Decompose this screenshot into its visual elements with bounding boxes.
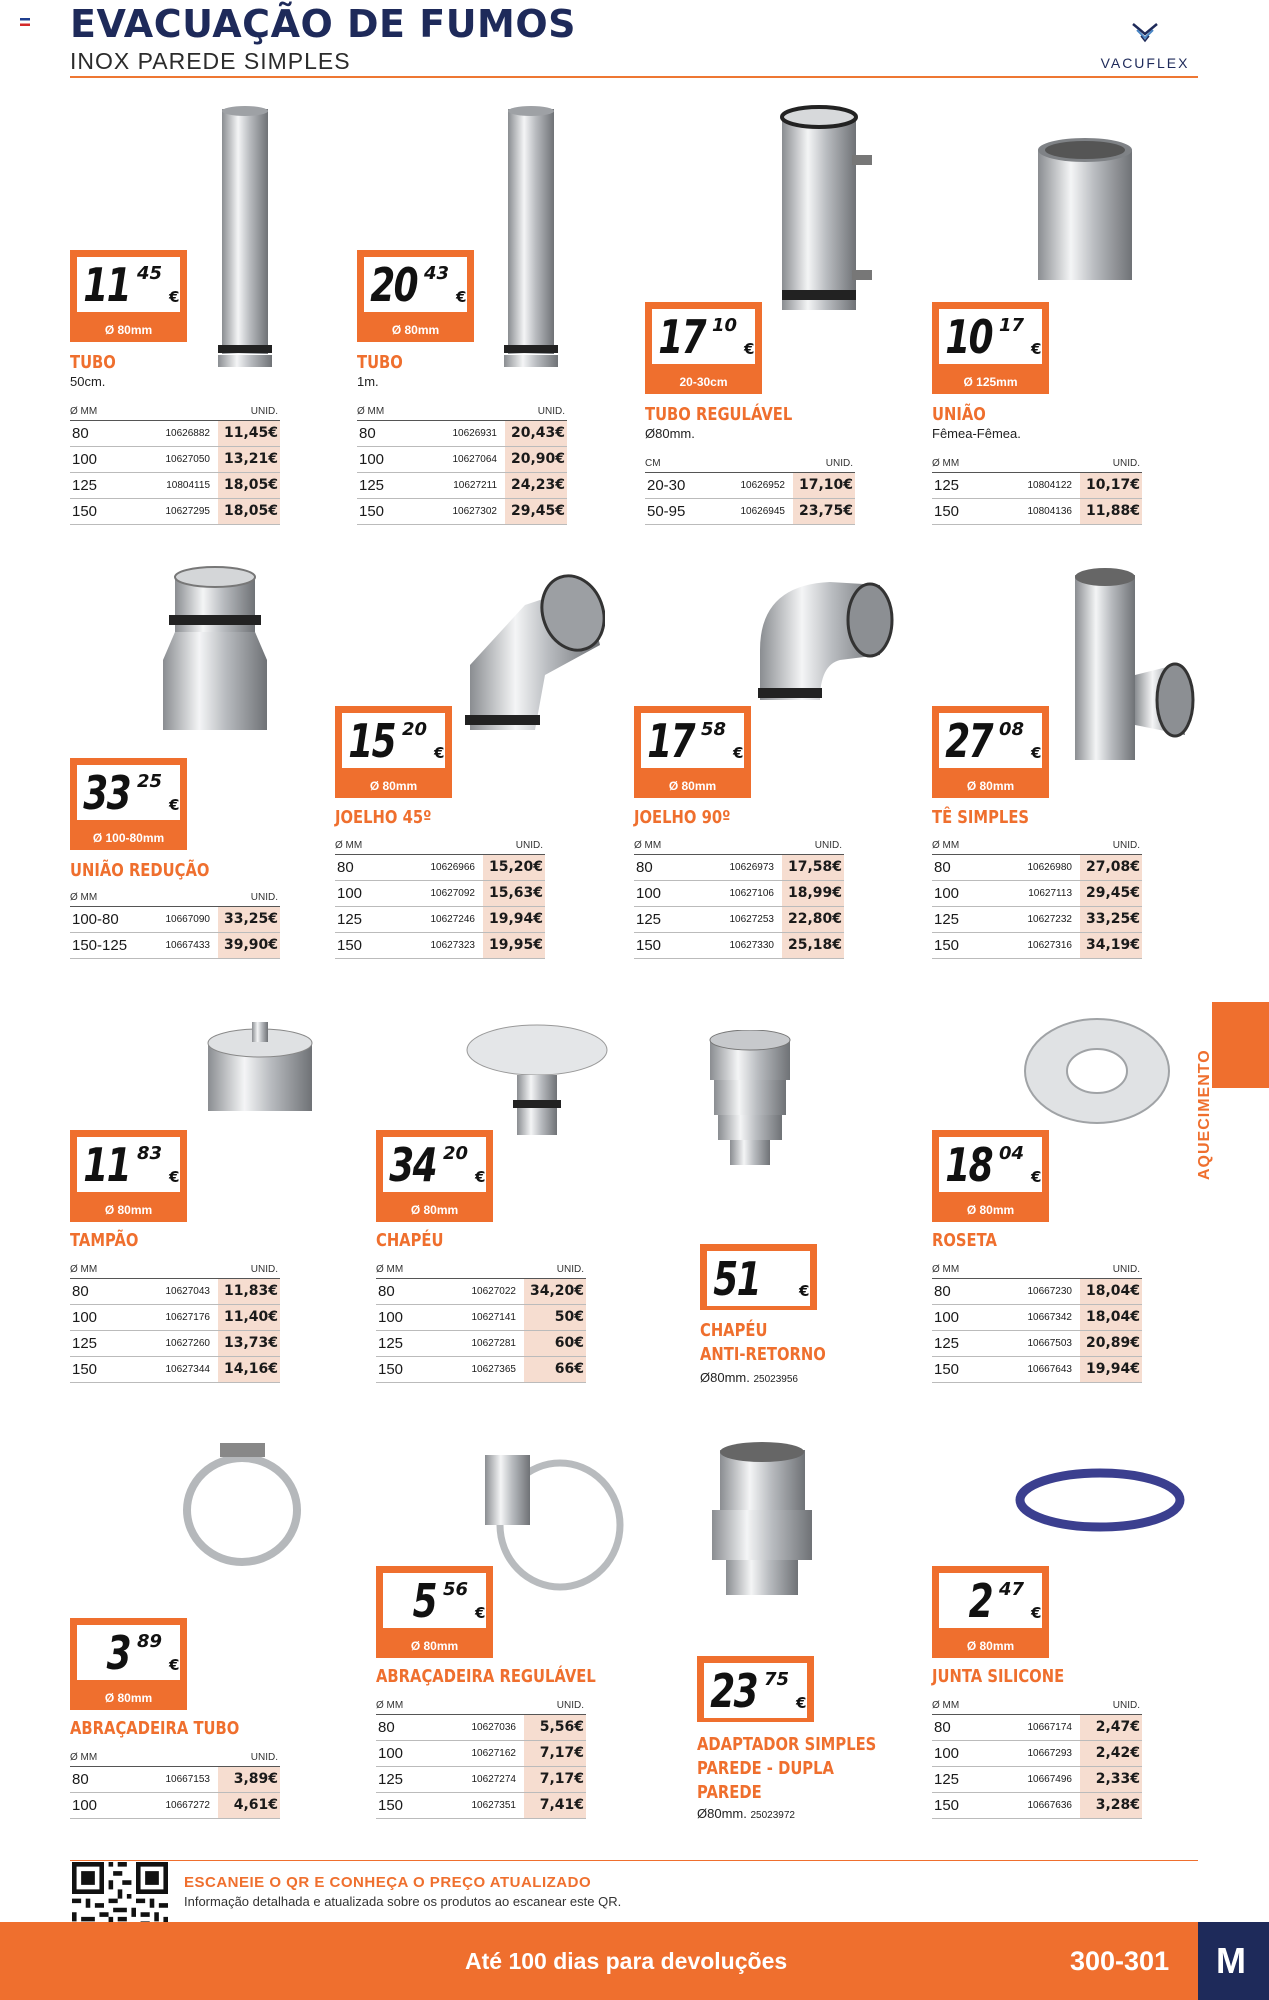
price-currency: €: [1031, 1168, 1042, 1186]
table-row: 80 10627036 5,56€: [376, 1714, 586, 1740]
price-badge: Ø 80mm: [966, 1639, 1015, 1653]
price-currency: €: [169, 1656, 180, 1674]
price-integer: 27: [945, 714, 992, 768]
price-currency: €: [169, 796, 180, 814]
price-currency: €: [169, 1168, 180, 1186]
col-header-diameter: Ø MM: [634, 838, 704, 854]
col-header-length: CM: [645, 456, 715, 472]
table-row: 150 10667636 3,28€: [932, 1792, 1142, 1818]
price-decimal: 89: [137, 1631, 163, 1652]
table-row: 100 10627064 20,90€: [357, 446, 567, 472]
table-row: 100 10627113 29,45€: [932, 880, 1142, 906]
elbow-90-image: [750, 570, 900, 720]
col-header-unit: UNID.: [1080, 838, 1142, 854]
reducer-image: [155, 565, 275, 740]
price-integer: 34: [389, 1138, 436, 1192]
price-badge: Ø 80mm: [104, 1203, 153, 1217]
col-header-unit: UNID.: [1080, 1698, 1142, 1714]
table-row: 125 10804115 18,05€: [70, 472, 280, 498]
spec-table: [932, 1698, 1142, 1819]
price-decimal: 83: [137, 1143, 163, 1164]
table-row: 125 10627211 24,23€: [357, 472, 567, 498]
col-header-diameter: Ø MM: [376, 1698, 446, 1714]
price-decimal: 75: [764, 1669, 790, 1690]
table-row: 100 10627162 7,17€: [376, 1740, 586, 1766]
table-row: 150 10627295 18,05€: [70, 498, 280, 524]
price-currency: €: [434, 744, 445, 762]
table-row: 125 10804122 10,17€: [932, 472, 1142, 498]
footer-page-numbers: 300-301: [1070, 1946, 1170, 1976]
table-row: 150 10627351 7,41€: [376, 1792, 586, 1818]
price-badge: Ø 80mm: [104, 323, 153, 337]
product-name: JOELHO 90º: [634, 807, 731, 828]
product-name-line1: CHAPÉU: [700, 1320, 768, 1341]
footer-banner: [0, 1922, 1269, 2000]
price-integer: 5: [412, 1574, 436, 1628]
table-row: 125 10667496 2,33€: [932, 1766, 1142, 1792]
spec-table: [70, 1750, 280, 1819]
col-header-unit: UNID.: [218, 404, 280, 420]
footer-returns-text: Até 100 dias para devoluções: [465, 1948, 788, 1974]
price-tag: [932, 706, 1049, 798]
price-decimal: 10: [712, 315, 738, 336]
adjustable-tube-image: [770, 105, 880, 320]
table-row: 150 10627365 66€: [376, 1356, 586, 1382]
price-integer: 20: [370, 258, 417, 312]
table-row: 80 10667153 3,89€: [70, 1766, 280, 1792]
spec-table: [932, 456, 1142, 525]
price-currency: €: [733, 744, 744, 762]
table-row: 125 10667503 20,89€: [932, 1330, 1142, 1356]
price-tag: [634, 706, 751, 798]
product-description: [697, 1806, 795, 1821]
table-row: 100 10627050 13,21€: [70, 446, 280, 472]
col-header-diameter: Ø MM: [70, 404, 140, 420]
price-tag: [70, 1130, 187, 1222]
price-integer: 11: [83, 1138, 130, 1192]
price-decimal: 56: [443, 1579, 469, 1600]
table-row: 150 10627344 14,16€: [70, 1356, 280, 1382]
price-integer: 23: [710, 1664, 757, 1718]
product-name: JUNTA SILICONE: [932, 1666, 1065, 1687]
col-header-unit: UNID.: [218, 1750, 280, 1766]
page-subtitle: INOX PAREDE SIMPLES: [70, 48, 351, 74]
table-row: 125 10627260 13,73€: [70, 1330, 280, 1356]
col-header-diameter: Ø MM: [357, 404, 427, 420]
product-name: TUBO: [357, 352, 403, 373]
price-currency: €: [1031, 744, 1042, 762]
price-tag: [645, 302, 762, 394]
price-decimal: 47: [999, 1579, 1025, 1600]
product-name-line1: ADAPTADOR SIMPLES: [697, 1734, 877, 1755]
price-currency: €: [456, 288, 467, 306]
price-currency: €: [475, 1604, 486, 1622]
price-tag: [697, 1656, 814, 1722]
table-row: 100 10627176 11,40€: [70, 1304, 280, 1330]
union-image: [1030, 130, 1140, 290]
product-diameter: Ø80mm.: [697, 1806, 747, 1821]
table-row: 100-80 10667090 33,25€: [70, 906, 280, 932]
flag-icon: [20, 18, 30, 26]
tee-image: [1065, 565, 1200, 775]
table-row: 80 10667174 2,47€: [932, 1714, 1142, 1740]
table-row: 125 10627281 60€: [376, 1330, 586, 1356]
table-row: 150 10667643 19,94€: [932, 1356, 1142, 1382]
col-header-diameter: Ø MM: [932, 456, 1002, 472]
tube-image: [210, 105, 282, 370]
price-decimal: 17: [999, 315, 1025, 336]
col-header-unit: UNID.: [218, 890, 280, 906]
price-badge: Ø 80mm: [391, 323, 440, 337]
vacuflex-logo-icon: [1130, 20, 1160, 44]
product-name: TAMPÃO: [70, 1230, 139, 1251]
product-description: [700, 1370, 798, 1385]
price-decimal: 08: [999, 719, 1025, 740]
product-name: CHAPÉU: [376, 1230, 444, 1251]
price-decimal: 20: [443, 1143, 469, 1164]
adjustable-clamp-image: [480, 1445, 625, 1595]
col-header-diameter: Ø MM: [70, 1750, 140, 1766]
col-header-unit: UNID.: [505, 404, 567, 420]
spec-table: [70, 1262, 280, 1383]
table-row: 80 10626882 11,45€: [70, 420, 280, 446]
table-row: 150-125 10667433 39,90€: [70, 932, 280, 958]
product-name: JOELHO 45º: [335, 807, 432, 828]
table-row: 150 10627330 25,18€: [634, 932, 844, 958]
price-badge: 20-30cm: [679, 375, 728, 389]
price-tag: [700, 1244, 817, 1310]
product-name: UNIÃO REDUÇÃO: [70, 860, 210, 881]
price-tag: [357, 250, 474, 342]
product-name: TUBO REGULÁVEL: [645, 404, 793, 425]
spec-table: [376, 1698, 586, 1819]
table-row: 100 10667272 4,61€: [70, 1792, 280, 1818]
table-row: 125 10627232 33,25€: [932, 906, 1142, 932]
product-description: 1m.: [357, 374, 379, 389]
table-row: 80 10626980 27,08€: [932, 854, 1142, 880]
product-name: TÊ SIMPLES: [932, 807, 1030, 828]
table-row: 50-95 10626945 23,75€: [645, 498, 855, 524]
price-integer: 10: [945, 310, 992, 364]
spec-table: [376, 1262, 586, 1383]
price-integer: 17: [658, 310, 705, 364]
table-row: 80 10626931 20,43€: [357, 420, 567, 446]
brand-name: VACUFLEX: [1100, 55, 1190, 71]
product-reference: 25023972: [750, 1810, 795, 1821]
table-row: 150 10627323 19,95€: [335, 932, 545, 958]
spec-table: [645, 456, 855, 525]
table-row: 150 10804136 11,88€: [932, 498, 1142, 524]
product-description: Ø80mm.: [645, 426, 695, 441]
price-badge: Ø 80mm: [369, 779, 418, 793]
table-row: 150 10627302 29,45€: [357, 498, 567, 524]
price-tag: [335, 706, 452, 798]
col-header-diameter: Ø MM: [70, 890, 140, 906]
col-header-unit: UNID.: [218, 1262, 280, 1278]
col-header-unit: UNID.: [1080, 456, 1142, 472]
product-description: 50cm.: [70, 374, 106, 389]
price-badge: Ø 100-80mm: [92, 831, 165, 845]
product-name-line2: ANTI-RETORNO: [700, 1344, 826, 1365]
price-integer: 3: [106, 1626, 130, 1680]
header-divider: [70, 76, 1198, 78]
col-header-diameter: Ø MM: [932, 1262, 1002, 1278]
price-integer: 18: [945, 1138, 992, 1192]
price-decimal: 20: [402, 719, 428, 740]
price-decimal: 43: [424, 263, 450, 284]
table-row: 100 10627106 18,99€: [634, 880, 844, 906]
product-name: ROSETA: [932, 1230, 997, 1251]
price-badge: Ø 80mm: [966, 1203, 1015, 1217]
elbow-45-image: [455, 565, 605, 745]
price-integer: 51: [713, 1252, 760, 1306]
price-currency: €: [799, 1282, 810, 1300]
table-row: 125 10627274 7,17€: [376, 1766, 586, 1792]
spec-table: [634, 838, 844, 959]
price-tag: [70, 758, 187, 850]
price-integer: 2: [968, 1574, 992, 1628]
page-title: EVACUAÇÃO DE FUMOS: [70, 2, 577, 46]
price-badge: Ø 80mm: [410, 1203, 459, 1217]
store-logo-letter: M: [1216, 1940, 1246, 1981]
brand-logo: [1090, 20, 1200, 76]
price-currency: €: [796, 1694, 807, 1712]
silicone-gasket-image: [1015, 1465, 1185, 1535]
product-name: ABRAÇADEIRA REGULÁVEL: [376, 1666, 596, 1687]
product-name-line2: PAREDE - DUPLA: [697, 1758, 834, 1779]
adapter-image: [700, 1440, 825, 1600]
col-header-diameter: Ø MM: [335, 838, 405, 854]
price-tag: [376, 1566, 493, 1658]
table-row: 80 10626973 17,58€: [634, 854, 844, 880]
table-row: 100 10627092 15,63€: [335, 880, 545, 906]
product-name-line3: PAREDE: [697, 1782, 762, 1803]
tube-image: [496, 105, 568, 370]
spec-table: [70, 404, 280, 525]
qr-divider: [70, 1860, 1198, 1861]
rosette-image: [1022, 1016, 1172, 1126]
page-header: [0, 0, 1269, 90]
price-integer: 15: [348, 714, 395, 768]
price-tag: [70, 1618, 187, 1710]
section-label: AQUECIMENTO: [1196, 1049, 1213, 1180]
pipe-clamp-image: [180, 1435, 305, 1570]
product-name: ABRAÇADEIRA TUBO: [70, 1718, 240, 1739]
price-badge: Ø 80mm: [966, 779, 1015, 793]
product-reference: 25023956: [753, 1374, 798, 1385]
col-header-diameter: Ø MM: [376, 1262, 446, 1278]
product-diameter: Ø80mm.: [700, 1370, 750, 1385]
cap-image: [200, 1018, 320, 1118]
price-tag: [932, 302, 1049, 394]
table-row: 100 10667293 2,42€: [932, 1740, 1142, 1766]
product-description: Fêmea-Fêmea.: [932, 426, 1021, 441]
table-row: 125 10627246 19,94€: [335, 906, 545, 932]
col-header-diameter: Ø MM: [70, 1262, 140, 1278]
store-logo[interactable]: [1198, 1922, 1269, 2000]
price-currency: €: [169, 288, 180, 306]
price-integer: 33: [83, 766, 130, 820]
price-decimal: 04: [999, 1143, 1025, 1164]
price-decimal: 58: [701, 719, 727, 740]
col-header-diameter: Ø MM: [932, 1698, 1002, 1714]
col-header-unit: UNID.: [782, 838, 844, 854]
price-decimal: 25: [137, 771, 163, 792]
price-integer: 11: [83, 258, 130, 312]
price-currency: €: [744, 340, 755, 358]
col-header-unit: UNID.: [483, 838, 545, 854]
table-row: 20-30 10626952 17,10€: [645, 472, 855, 498]
table-row: 100 10667342 18,04€: [932, 1304, 1142, 1330]
price-tag: [376, 1130, 493, 1222]
qr-title: ESCANEIE O QR E CONHEÇA O PREÇO ATUALIZADO: [184, 1874, 592, 1891]
spec-table: [932, 838, 1142, 959]
section-tab[interactable]: [1212, 1002, 1269, 1088]
col-header-unit: UNID.: [524, 1262, 586, 1278]
table-row: 80 10626966 15,20€: [335, 854, 545, 880]
price-tag: [932, 1130, 1049, 1222]
spec-table: [335, 838, 545, 959]
table-row: 80 10627022 34,20€: [376, 1278, 586, 1304]
qr-text: Informação detalhada e atualizada sobre os produtos ao escanear este QR.: [184, 1894, 622, 1909]
price-tag: [932, 1566, 1049, 1658]
spec-table: [932, 1262, 1142, 1383]
table-row: 150 10627316 34,19€: [932, 932, 1142, 958]
col-header-unit: UNID.: [1080, 1262, 1142, 1278]
price-badge: Ø 80mm: [668, 779, 717, 793]
table-row: 125 10627253 22,80€: [634, 906, 844, 932]
table-row: 100 10627141 50€: [376, 1304, 586, 1330]
price-currency: €: [1031, 1604, 1042, 1622]
price-badge: Ø 80mm: [104, 1691, 153, 1705]
price-integer: 17: [647, 714, 694, 768]
product-name: TUBO: [70, 352, 116, 373]
table-row: 80 10627043 11,83€: [70, 1278, 280, 1304]
col-header-unit: UNID.: [793, 456, 855, 472]
price-tag: [70, 250, 187, 342]
price-decimal: 45: [137, 263, 163, 284]
col-header-diameter: Ø MM: [932, 838, 1002, 854]
product-name: UNIÃO: [932, 404, 986, 425]
spec-table: [70, 890, 280, 959]
rain-cap-image: [465, 1020, 610, 1145]
col-header-unit: UNID.: [524, 1698, 586, 1714]
anti-return-cap-image: [700, 1030, 800, 1170]
price-currency: €: [475, 1168, 486, 1186]
price-currency: €: [1031, 340, 1042, 358]
spec-table: [357, 404, 567, 525]
price-badge: Ø 80mm: [410, 1639, 459, 1653]
table-row: 80 10667230 18,04€: [932, 1278, 1142, 1304]
price-badge: Ø 125mm: [963, 375, 1018, 389]
